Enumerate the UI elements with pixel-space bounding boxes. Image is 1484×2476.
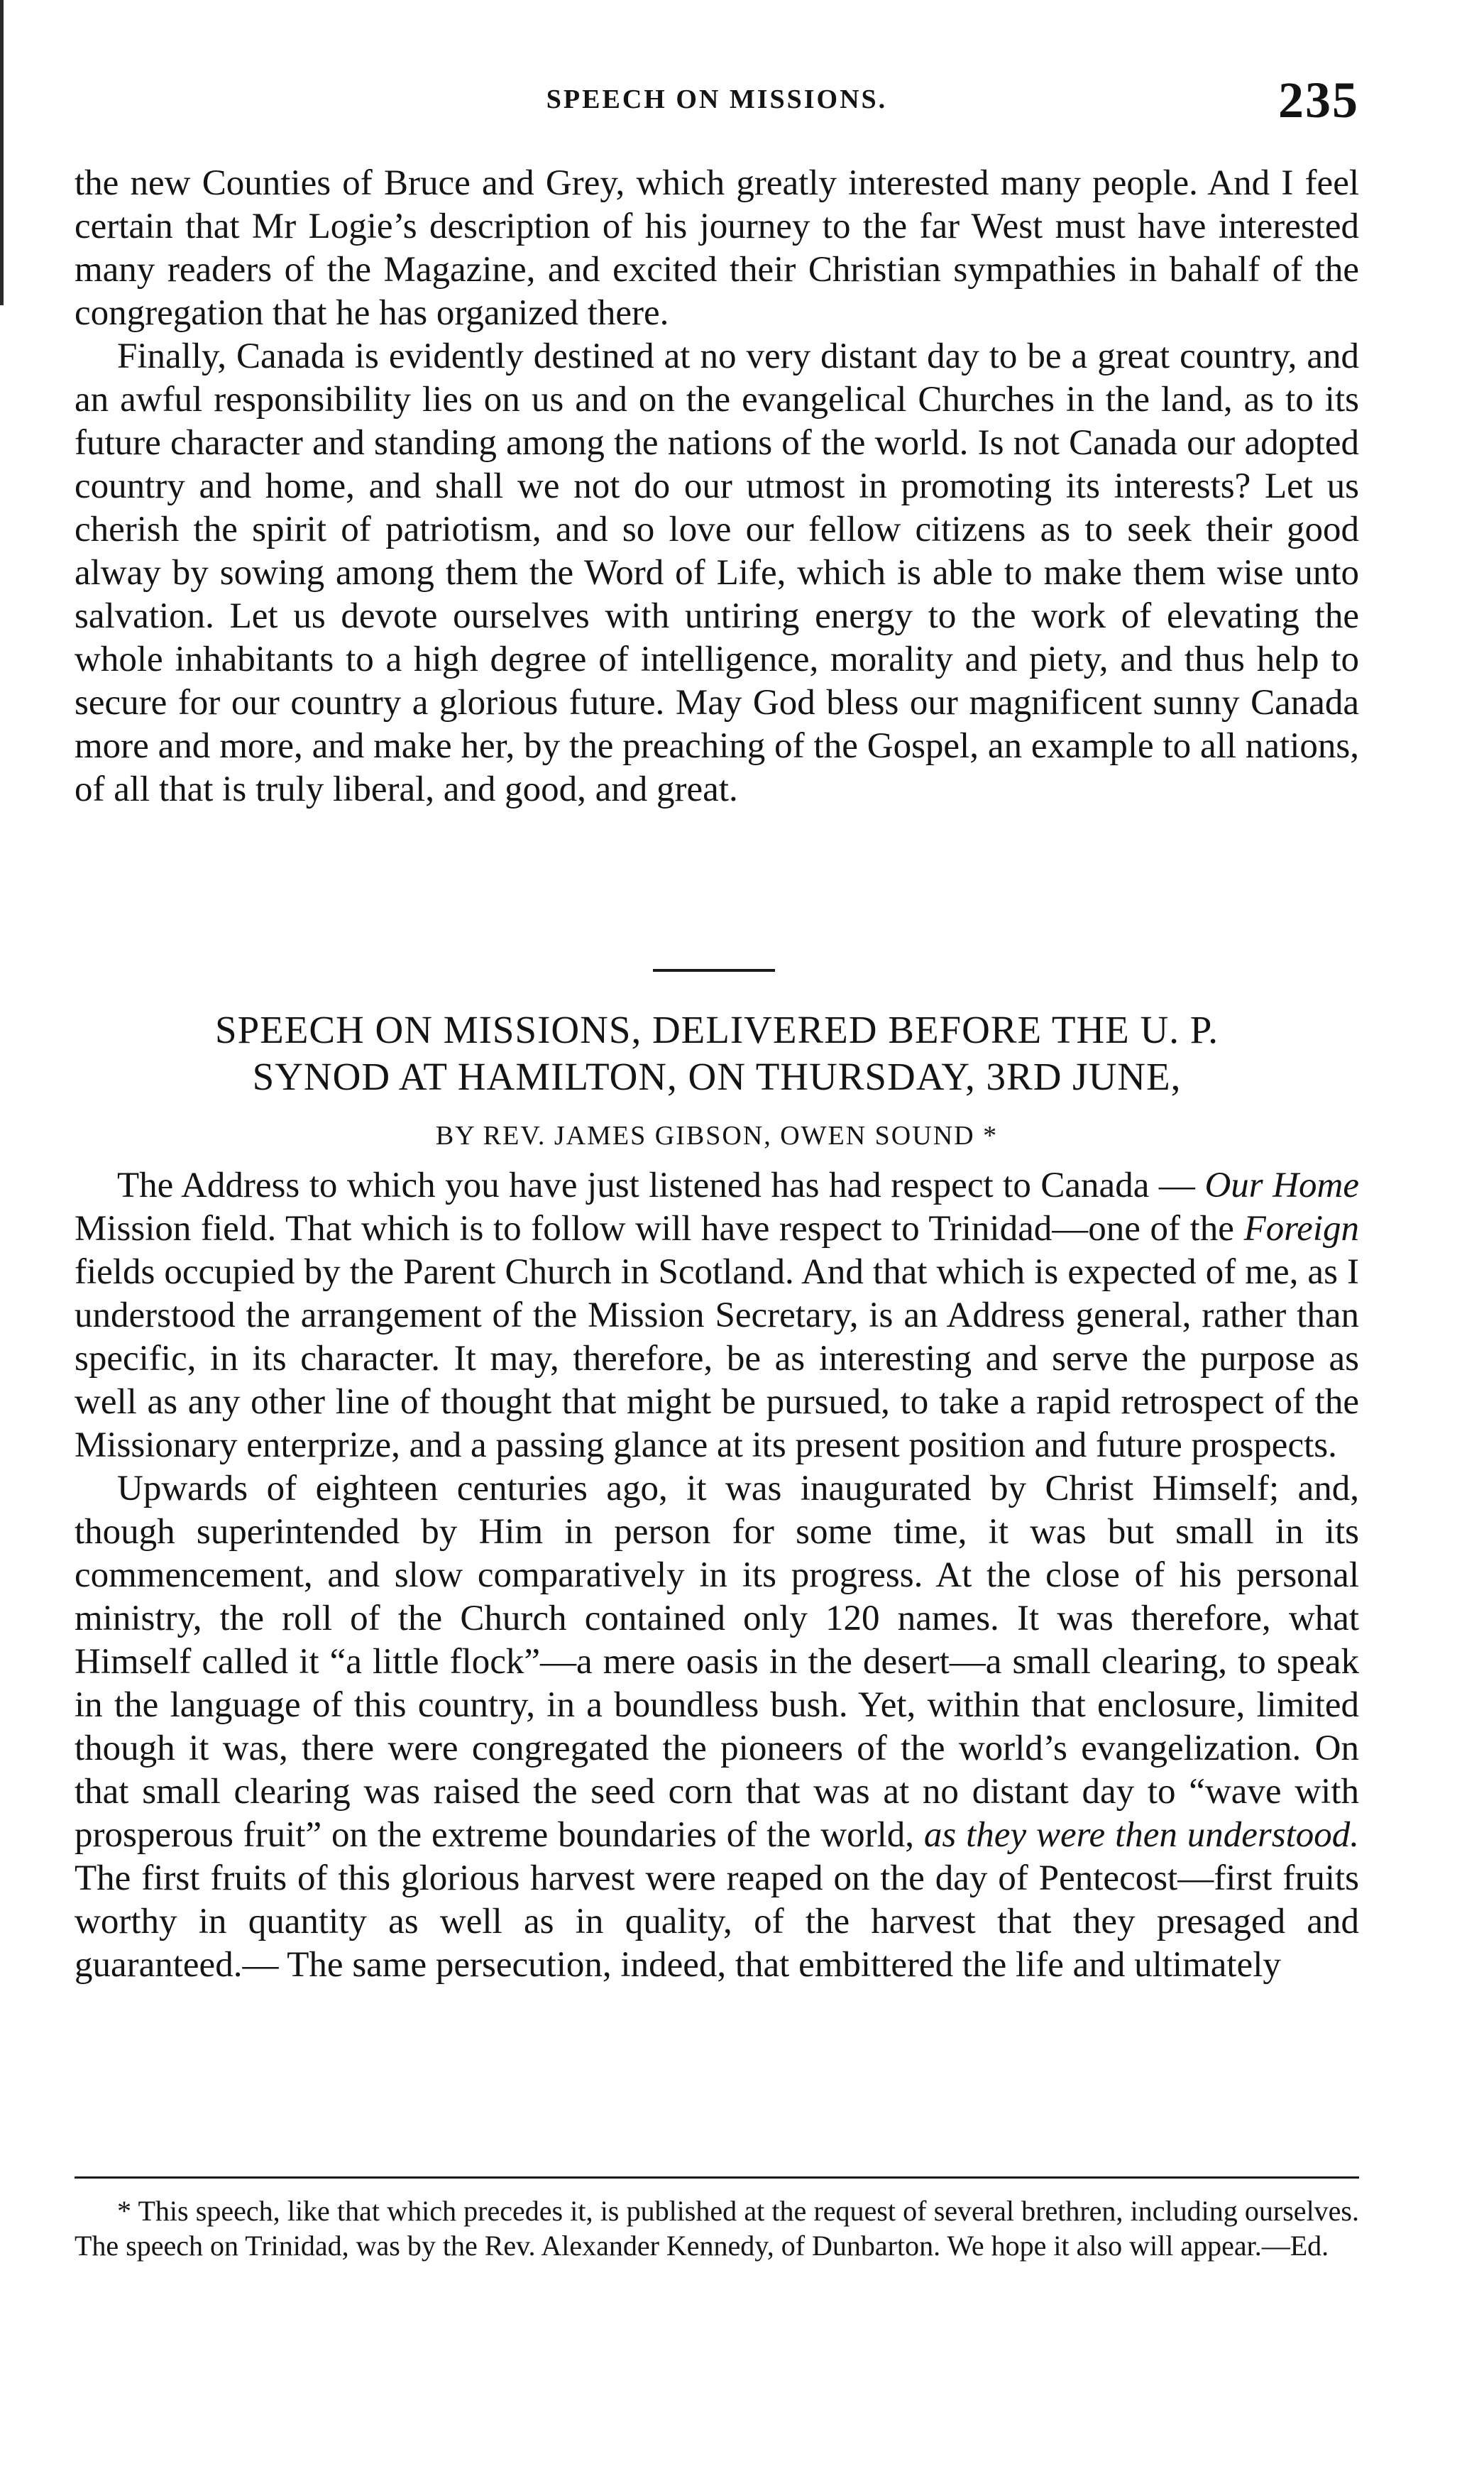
italic-text: Our Home — [1204, 1166, 1359, 1205]
article-body — [75, 1164, 1359, 1987]
paragraph: Finally, Canada is evidently destined at no very distant day to be a great country, and an awful responsibility lies on us and on the evangelical Churches in the land, as to its future character and standing among the nations of the world. Is not Canada our adopted country and home, and shall we not do our utmost in promoting its interests? Let us cherish the spirit of patriotism, and so love our fellow citizens as to seek their good alway by sowing among them the Word of Life, which is able to make them wise unto salvation. Let us devote ourselves with untiring energy to the work of elevating the whole inhabitants to a high degree of intelligence, morality and piety, and thus help to secure for our country a glorious future. May God bless our magnificent sunny Canada more and more, and make her, by the preaching of the Gospel, an example to all nations, of all that is truly liberal, and good, and great. — [75, 336, 1359, 809]
footnote-text: * This speech, like that which precedes it, is published at the request of several brethren, including ourselves. The speech on Trinidad, was by the Rev. Alexander Kennedy, of Dunbarton. We hope it also will appear.—Ed. — [75, 2195, 1359, 2262]
paragraph — [75, 1164, 1359, 1467]
text-run: Mission field. That which is to follow will have respect to Trinidad—one of the — [75, 1209, 1244, 1249]
italic-text: Foreign — [1243, 1209, 1359, 1249]
previous-article-text — [75, 162, 1359, 811]
article-title-line: SPEECH ON MISSIONS, DELIVERED BEFORE THE U. P. — [215, 1008, 1219, 1051]
text-run: fields occupied by the Parent Church in Scotland. And that which is expected of me, as I understood the arrangement of the Mission Secretary, is an Address general, rather than specific, in its character. It may, therefore, be as interesting and serve the purpose as well as any other line of thought that might be pursued, to take a rapid retrospect of the Missionary enterprize, and a passing glance at its present position and future prospects. — [75, 1252, 1359, 1465]
text-run: Upwards of eighteen centuries ago, it was inaugurated by Christ Himself; and, though superintended by Him in person for some time, it was but small in its commencement, and slow comparatively in its progress. At the close of his personal ministry, the roll of the Church contained only 120 names. It was therefore, what Himself called it “a little flock”—a mere oasis in the desert—a small clearing, to speak in the language of this country, in a boundless bush. Yet, within that enclosure, limited though it was, there were congregated the pioneers of the world’s evangelization. On that small clearing was raised the seed corn that was at no distant day to “wave with prosperous fruit” on the extreme boundaries of the world, — [75, 1469, 1359, 1855]
running-head — [75, 71, 1359, 138]
article-title — [75, 1007, 1359, 1100]
paragraph: the new Counties of Bruce and Grey, which greatly interested many people. And I feel certain that Mr Logie’s description of his journey to the far West must have interested many readers of the Magazine, and excited their Christian sympathies in bahalf of the congregation that he has organized there. — [75, 163, 1359, 333]
section-divider — [653, 969, 775, 972]
text-run: The Address to which you have just listened has had respect to Canada — — [117, 1166, 1205, 1205]
article-title-line: SYNOD AT HAMILTON, ON THURSDAY, 3RD JUNE, — [252, 1055, 1182, 1098]
footnote-divider — [75, 2176, 1359, 2179]
footnote — [75, 2193, 1359, 2263]
page-number: 235 — [1278, 72, 1359, 128]
page-binding-edge — [0, 0, 4, 305]
running-title: SPEECH ON MISSIONS. — [546, 84, 888, 114]
paragraph — [75, 1467, 1359, 1987]
article-byline: BY REV. JAMES GIBSON, OWEN SOUND * — [435, 1121, 999, 1151]
text-run: The first fruits of this glorious harvest were reaped on the day of Pentecost—first fruits worthy in quantity as well as in quality, of the harvest that they presaged and guaranteed.— The same persecution, indeed, that embittered the life and ultimately — [75, 1858, 1359, 1985]
italic-text: as they were then understood. — [923, 1815, 1359, 1855]
